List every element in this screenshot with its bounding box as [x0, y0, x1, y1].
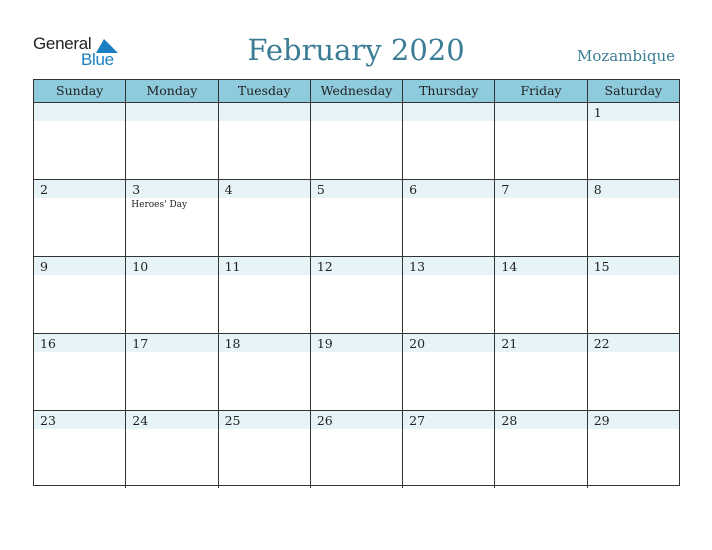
weekday-header: Sunday	[56, 83, 104, 98]
day-number: 21	[501, 336, 518, 351]
day-header-band	[34, 103, 125, 121]
day-number: 25	[224, 413, 241, 428]
day-cell	[218, 334, 310, 410]
page-title: February 2020	[247, 33, 465, 67]
day-cell	[310, 103, 402, 179]
day-number: 7	[501, 182, 510, 197]
day-cell	[494, 180, 586, 256]
weekday-header: Tuesday	[218, 80, 310, 102]
day-cell	[125, 411, 217, 488]
day-number: 3	[132, 182, 141, 197]
week-row	[34, 257, 679, 334]
day-number: 18	[224, 336, 241, 351]
day-cell	[34, 257, 125, 333]
day-number: 22	[593, 336, 610, 351]
day-number: 29	[593, 413, 610, 428]
day-number: 12	[316, 259, 333, 274]
day-cell	[218, 180, 310, 256]
weekday-header: Thursday	[402, 80, 494, 102]
week-row	[34, 180, 679, 257]
day-number: 4	[224, 182, 233, 197]
day-cell	[34, 180, 125, 256]
day-cell	[125, 257, 217, 333]
day-number: 9	[40, 259, 48, 274]
day-cell	[218, 257, 310, 333]
day-number: 19	[316, 336, 333, 351]
day-cell	[125, 334, 217, 410]
day-cell	[494, 257, 586, 333]
day-number: 13	[409, 259, 426, 274]
weekday-header: Monday	[125, 80, 217, 102]
day-number: 6	[409, 182, 418, 197]
day-header-band	[311, 103, 402, 121]
day-cell	[310, 411, 402, 488]
day-cell	[310, 180, 402, 256]
day-number: 27	[409, 413, 426, 428]
holiday-label: Heroes' Day	[131, 200, 188, 210]
day-cell	[587, 180, 679, 256]
day-number: 1	[593, 105, 602, 120]
weekday-header: Friday	[494, 80, 586, 102]
day-number: 23	[40, 413, 56, 428]
day-header-band	[495, 103, 586, 121]
weekday-header-row	[34, 80, 679, 103]
day-number: 10	[132, 259, 149, 274]
week-row	[34, 411, 679, 488]
day-cell	[402, 180, 494, 256]
day-cell	[587, 103, 679, 179]
day-number: 15	[593, 259, 610, 274]
day-cell	[402, 257, 494, 333]
day-number: 28	[501, 413, 518, 428]
day-number: 17	[132, 336, 149, 351]
day-cell	[34, 334, 125, 410]
weekday-header: Wednesday	[310, 80, 402, 102]
day-cell	[125, 103, 217, 179]
logo-general-text: General	[33, 34, 92, 53]
day-cell	[34, 411, 125, 488]
day-cell	[310, 334, 402, 410]
day-number: 5	[316, 182, 325, 197]
day-cell	[218, 103, 310, 179]
day-cell	[494, 411, 586, 488]
day-cell	[587, 257, 679, 333]
day-header-band	[219, 103, 310, 121]
week-row	[34, 334, 679, 411]
day-cell	[402, 334, 494, 410]
day-cell	[587, 334, 679, 410]
day-cell	[494, 103, 586, 179]
day-number: 8	[593, 182, 602, 197]
day-cell	[494, 334, 586, 410]
day-cell	[587, 411, 679, 488]
day-number: 26	[316, 413, 333, 428]
day-number: 2	[40, 182, 48, 197]
day-number: 16	[40, 336, 56, 351]
day-cell	[125, 180, 217, 256]
day-cell	[218, 411, 310, 488]
country-label: Mozambique	[577, 47, 675, 65]
day-number: 20	[409, 336, 426, 351]
day-cell	[34, 103, 125, 179]
day-cell	[402, 411, 494, 488]
logo-blue-text: Blue	[81, 50, 114, 69]
day-cell	[402, 103, 494, 179]
week-row	[34, 103, 679, 180]
calendar-grid	[33, 79, 680, 486]
day-header-band	[126, 103, 217, 121]
day-header-band	[403, 103, 494, 121]
day-number: 24	[132, 413, 149, 428]
weekday-header: Saturday	[587, 80, 679, 102]
day-cell	[310, 257, 402, 333]
day-number: 14	[501, 259, 518, 274]
day-number: 11	[224, 259, 241, 274]
